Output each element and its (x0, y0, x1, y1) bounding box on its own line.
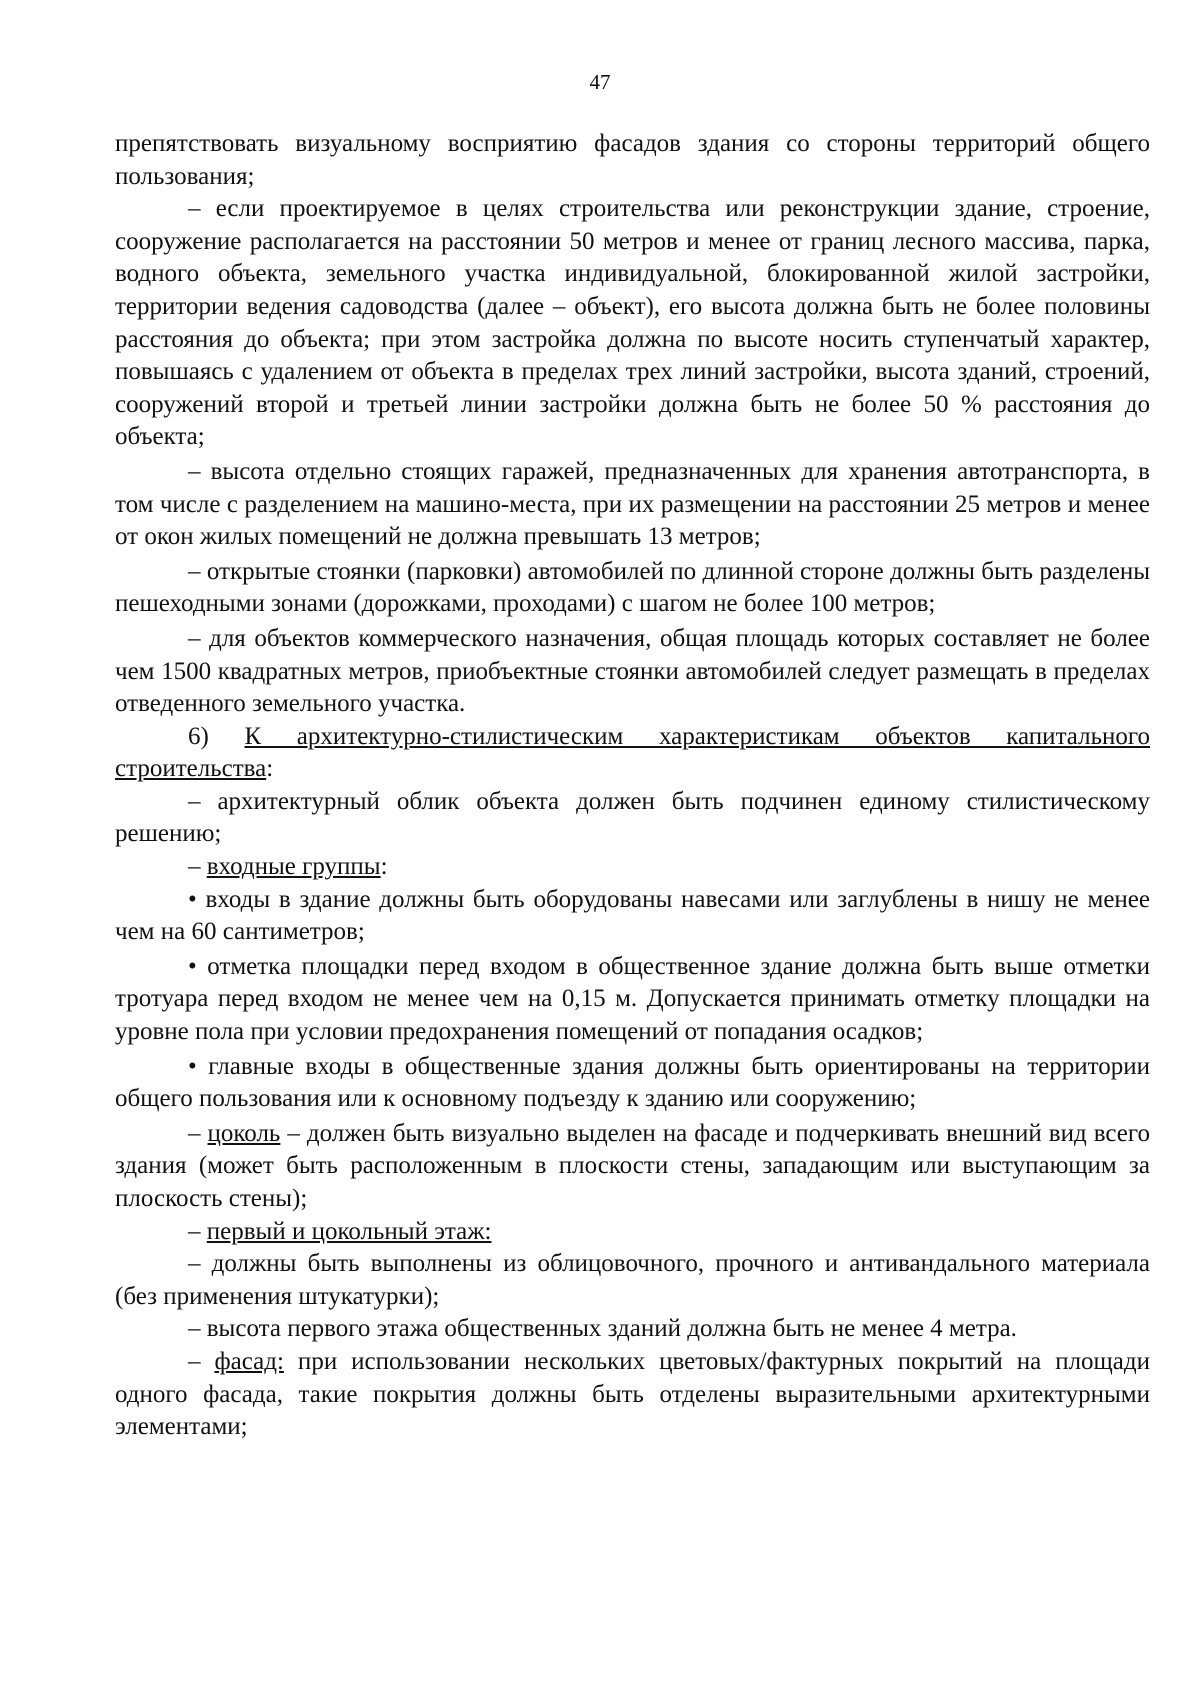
paragraph-section-6 (115, 721, 1150, 786)
colon: : (380, 853, 388, 881)
paragraph-garage-height: – высота отдельно стоящих гаражей, предназначенных для хранения автотранспорта, в том числе с разделением на машино-места, при их размещении на расстоянии 25 метров и менее от окон жилых помещений не должна превышать 13 метров; (115, 457, 1150, 551)
document-body (115, 128, 1150, 1444)
subheading-entry-groups: входные группы (206, 853, 381, 881)
facade-text: при использовании нескольких цветовых/фактурных покрытий на площади одного фасада, такие покрытия должны быть отделены выразительными архитектурными элементами; (115, 1347, 1150, 1441)
paragraph-building-distance: – если проектируемое в целях строительства или реконструкции здание, строение, сооружение располагается на расстоянии 50 метров и менее от границ лесного массива, парка, водного объекта, земельного участка индивидуальной, блокированной жилой застройки, территории ведения садоводства (далее – объект), его высота должна быть не более половины расстояния до объекта; при этом застройка должна по высоте носить ступенчатый характер, повышаясь с удалением от объекта в пределах трех линий застройки, высота зданий, строений, сооружений второй и третьей линии застройки должна быть не более 50 % расстояния до объекта; (115, 195, 1150, 451)
section-number: 6) (188, 722, 245, 750)
dash: – (188, 1347, 215, 1375)
paragraph-entry-groups (115, 851, 1150, 884)
plinth-text: – должен быть визуально выделен на фасаде и подчеркивать внешний вид всего здания (может быть расположенным в плоскости стены, западающим или выступающим за плоскость стены); (115, 1119, 1151, 1212)
section-heading: К архитектурно-стилистическим характеристикам объектов капитального строительства (115, 722, 1150, 783)
section-heading-colon: : (266, 755, 274, 783)
paragraph-facade (115, 1346, 1150, 1444)
paragraph-facing-material: – должны быть выполнены из облицовочного, прочного и антивандального материала (без применения штукатурки); (115, 1250, 1150, 1310)
subheading-plinth: цоколь (207, 1119, 281, 1147)
paragraph-commercial-parking: – для объектов коммерческого назначения, общая площадь которых составляет не более чем 1500 квадратных метров, приобъектные стоянки автомобилей следует размещать в пределах отведенного земельного участка. (115, 624, 1150, 718)
subheading-first-floor: первый и цокольный этаж: (206, 1217, 492, 1245)
paragraph-architectural-look: – архитектурный облик объекта должен быть подчинен единому стилистическому решению; (115, 787, 1150, 848)
page-number: 47 (589, 70, 611, 94)
paragraph-plinth (115, 1118, 1150, 1216)
bullet-canopies: • входы в здание должны быть оборудованы навесами или заглублены в нишу не менее чем на 60 сантиметров; (115, 885, 1150, 946)
paragraph-first-floor (115, 1216, 1150, 1249)
dash: – (188, 1217, 207, 1245)
bullet-entrance-level: • отметка площадки перед входом в общественное здание должна быть выше отметки тротуара перед входом не менее чем на 0,15 м. Допускается принимать отметку площадки на уровне пола при условии предохранения помещений от попадания осадков; (115, 952, 1150, 1046)
dash: – (188, 1119, 208, 1147)
paragraph-continuation: препятствовать визуальному восприятию фасадов здания со стороны территорий общего пользования; (115, 130, 1150, 190)
bullet-main-entrances: • главные входы в общественные здания должны быть ориентированы на территории общего пользования или к основному подъезду к зданию или сооружению; (115, 1052, 1150, 1113)
subheading-facade: фасад: (214, 1347, 284, 1375)
dash: – (188, 853, 207, 881)
paragraph-first-floor-height: – высота первого этажа общественных зданий должна быть не менее 4 метра. (188, 1315, 1017, 1343)
paragraph-parking-zones: – открытые стоянки (парковки) автомобилей по длинной стороне должны быть разделены пешеходными зонами (дорожками, проходами) с шагом не более 100 метров; (115, 557, 1150, 618)
